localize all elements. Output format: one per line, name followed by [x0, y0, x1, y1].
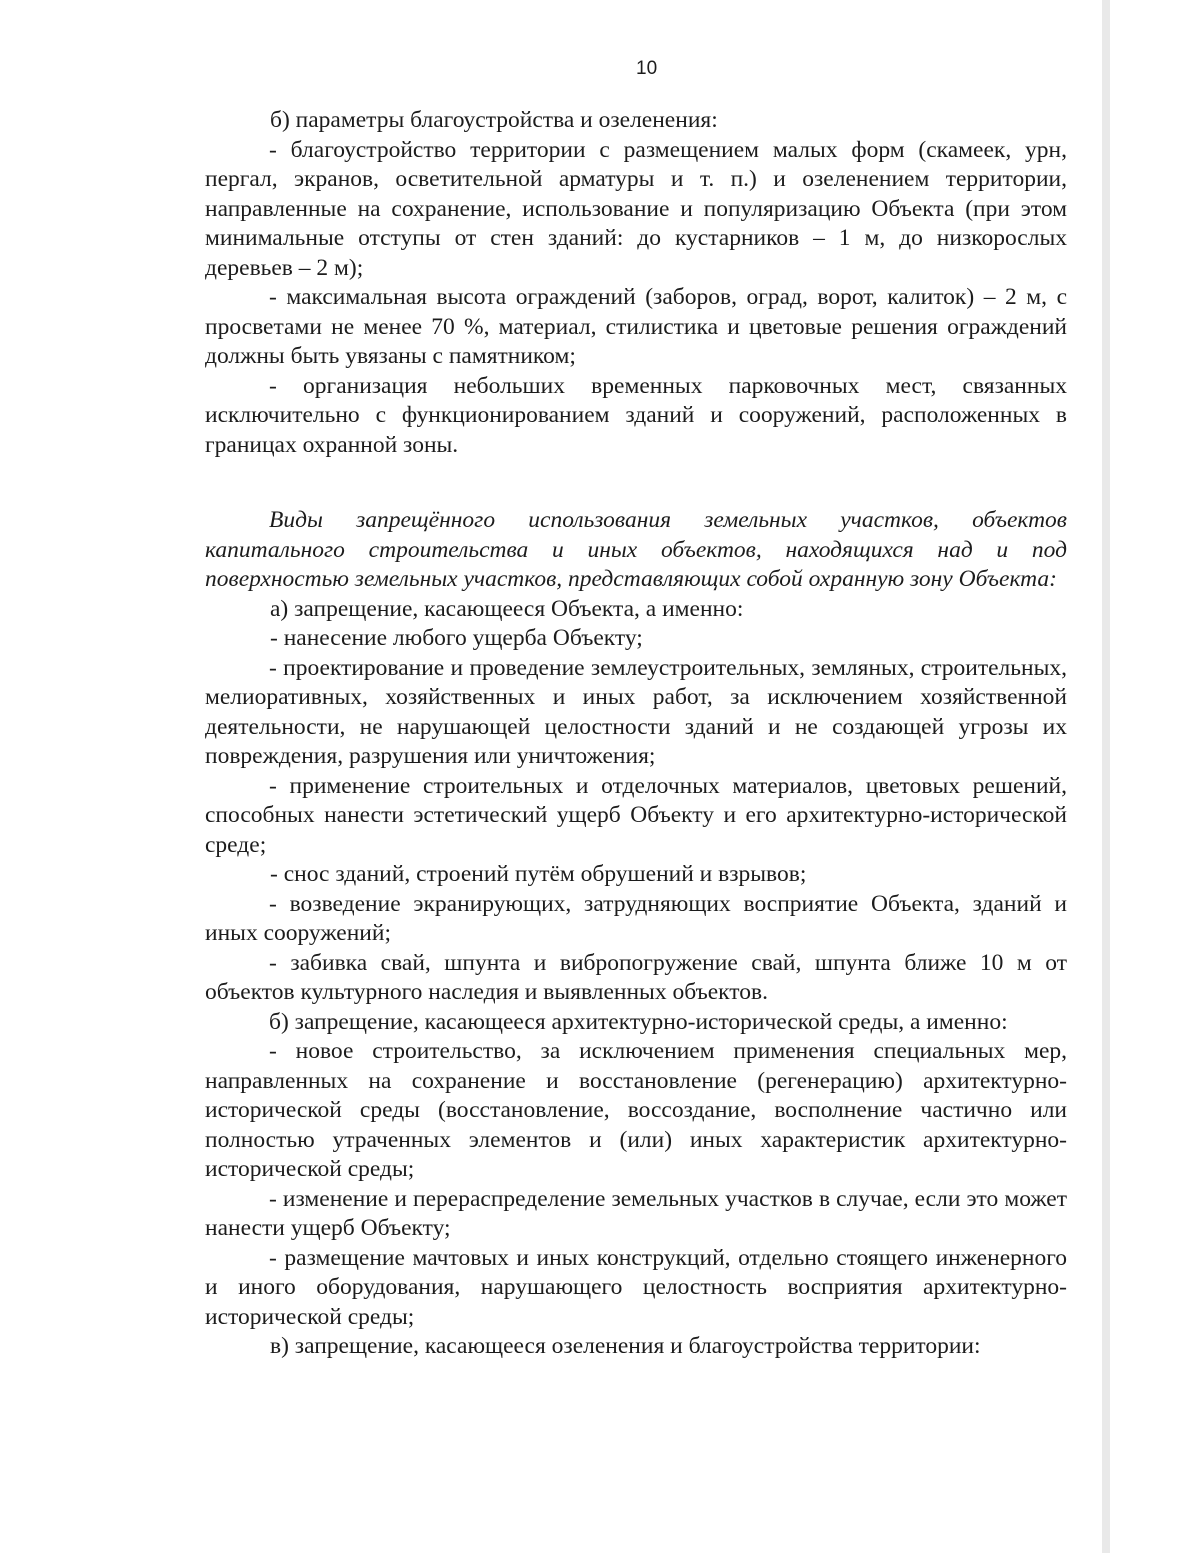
list-item-demolition: - снос зданий, строений путём обрушений и взрывов;: [270, 861, 807, 887]
list-item-screening: - возведение экранирующих, затрудняющих восприятие Объекта, зданий и иных сооружений;: [205, 890, 1067, 946]
subsection-heading-environment: б) запрещение, касающееся архитектурно-исторической среды, а именно:: [269, 1008, 1008, 1035]
list-item-materials: - применение строительных и отделочных материалов, цветовых решений, способных нанести эстетический ущерб Объекту и его архитектурно-исторической среде;: [205, 772, 1067, 858]
section-heading-landscaping: б) параметры благоустройства и озеленения:: [270, 107, 718, 133]
list-item-fence-height: - максимальная высота ограждений (заборов, оград, ворот, калиток) – 2 м, с просветами не менее 70 %, материал, стилистика и цветовые решения ограждений должны быть увязаны с памятником;: [205, 284, 1067, 369]
list-item-parking: - организация небольших временных парковочных мест, связанных исключительно с функционированием зданий и сооружений, расположенных в границах охранной зоны.: [205, 372, 1067, 458]
page-number: 10: [636, 58, 658, 79]
prohibited-uses-heading: Виды запрещённого использования земельных участков, объектов капитального строительства и иных объектов, находящихся над и под поверхностью земельных участков, представляющих собой охранную зону Объекта:: [205, 507, 1067, 592]
subsection-heading-greening: в) запрещение, касающееся озеленения и благоустройства территории:: [270, 1333, 981, 1359]
list-item-damage: - нанесение любого ущерба Объекту;: [270, 625, 643, 651]
list-item-masts: - размещение мачтовых и иных конструкций, отдельно стоящего инженерного и иного оборудования, нарушающего целостность восприятия архитектурно-исторической среды;: [205, 1244, 1067, 1330]
list-item-construction-works: - проектирование и проведение землеустроительных, земляных, строительных, мелиоративных, хозяйственных и иных работ, за исключением хозяйственной деятельности, не нарушающей целостности зданий и не создающей угрозы их повреждения, разрушения или уничтожения;: [205, 654, 1067, 769]
document-body: [205, 106, 1067, 1362]
list-item-new-construction: - новое строительство, за исключением применения специальных мер, направленных на сохранение и восстановление (регенерацию) архитектурно-исторической среды (восстановление, воссоздание, восполнение частично или полностью утраченных элементов и (или) иных характеристик архитектурно-исторической среды;: [205, 1038, 1067, 1182]
page-edge-shadow: [1102, 0, 1110, 1553]
list-item-land-redistribution: - изменение и перераспределение земельных участков в случае, если это может нанести ущерб Объекту;: [205, 1185, 1067, 1241]
list-item-piling: - забивка свай, шпунта и вибропогружение свай, шпунта ближе 10 м от объектов культурного наследия и выявленных объектов.: [205, 949, 1067, 1005]
subsection-heading-object: а) запрещение, касающееся Объекта, а именно:: [270, 595, 744, 622]
list-item-landscaping: - благоустройство территории с размещением малых форм (скамеек, урн, пергал, экранов, осветительной арматуры и т. п.) и озеленением территории, направленные на сохранение, использование и популяризацию Объекта (при этом минимальные отступы от стен зданий: до кустарников – 1 м, до низкорослых деревьев – 2 м);: [205, 136, 1067, 281]
